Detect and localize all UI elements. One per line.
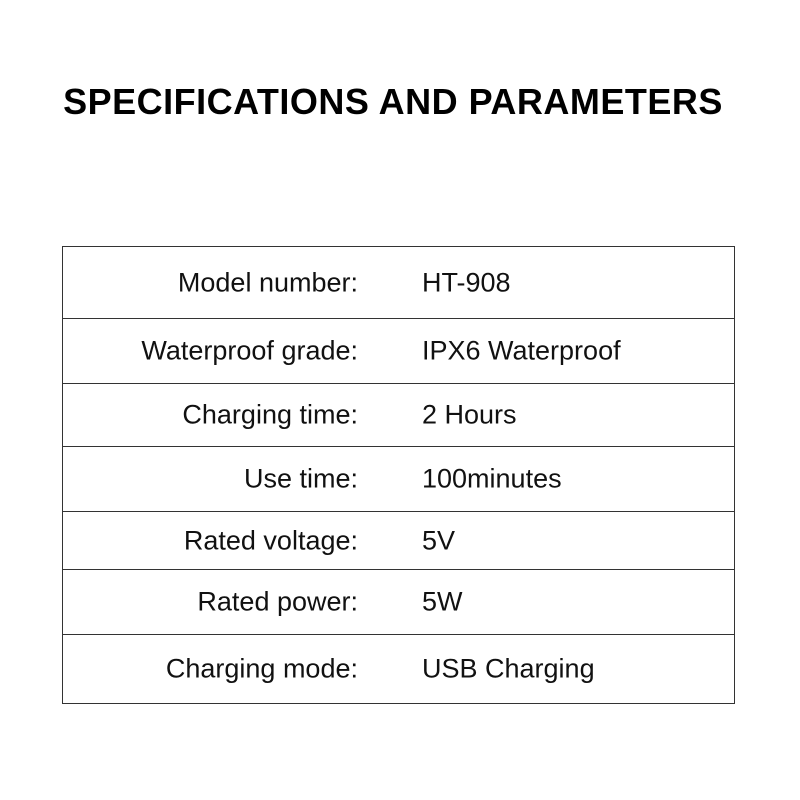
spec-value: HT-908 [422, 267, 511, 297]
spec-label: Waterproof grade: [141, 335, 358, 366]
spec-row-charging-mode [63, 634, 734, 702]
spec-label: Charging time: [182, 399, 358, 430]
spec-label: Charging mode: [165, 653, 358, 683]
spec-value: 5V [422, 525, 456, 555]
spec-table [62, 246, 735, 704]
spec-row-rated-voltage [63, 511, 734, 569]
spec-row-model-number [63, 247, 734, 318]
spec-row-use-time [63, 446, 734, 511]
spec-value: 5W [422, 586, 463, 617]
spec-label: Model number: [177, 267, 358, 297]
spec-label: Use time: [243, 463, 358, 494]
spec-label: Rated power: [197, 586, 358, 617]
page-title: SPECIFICATIONS AND PARAMETERS [63, 81, 723, 122]
spec-value: 100minutes [422, 463, 562, 494]
spec-row-charging-time [63, 383, 734, 446]
spec-label: Rated voltage: [183, 525, 358, 555]
spec-value: IPX6 Waterproof [422, 335, 621, 366]
spec-row-rated-power [63, 569, 734, 634]
spec-value: USB Charging [422, 653, 595, 683]
spec-row-waterproof-grade [63, 318, 734, 383]
spec-value: 2 Hours [422, 399, 517, 430]
